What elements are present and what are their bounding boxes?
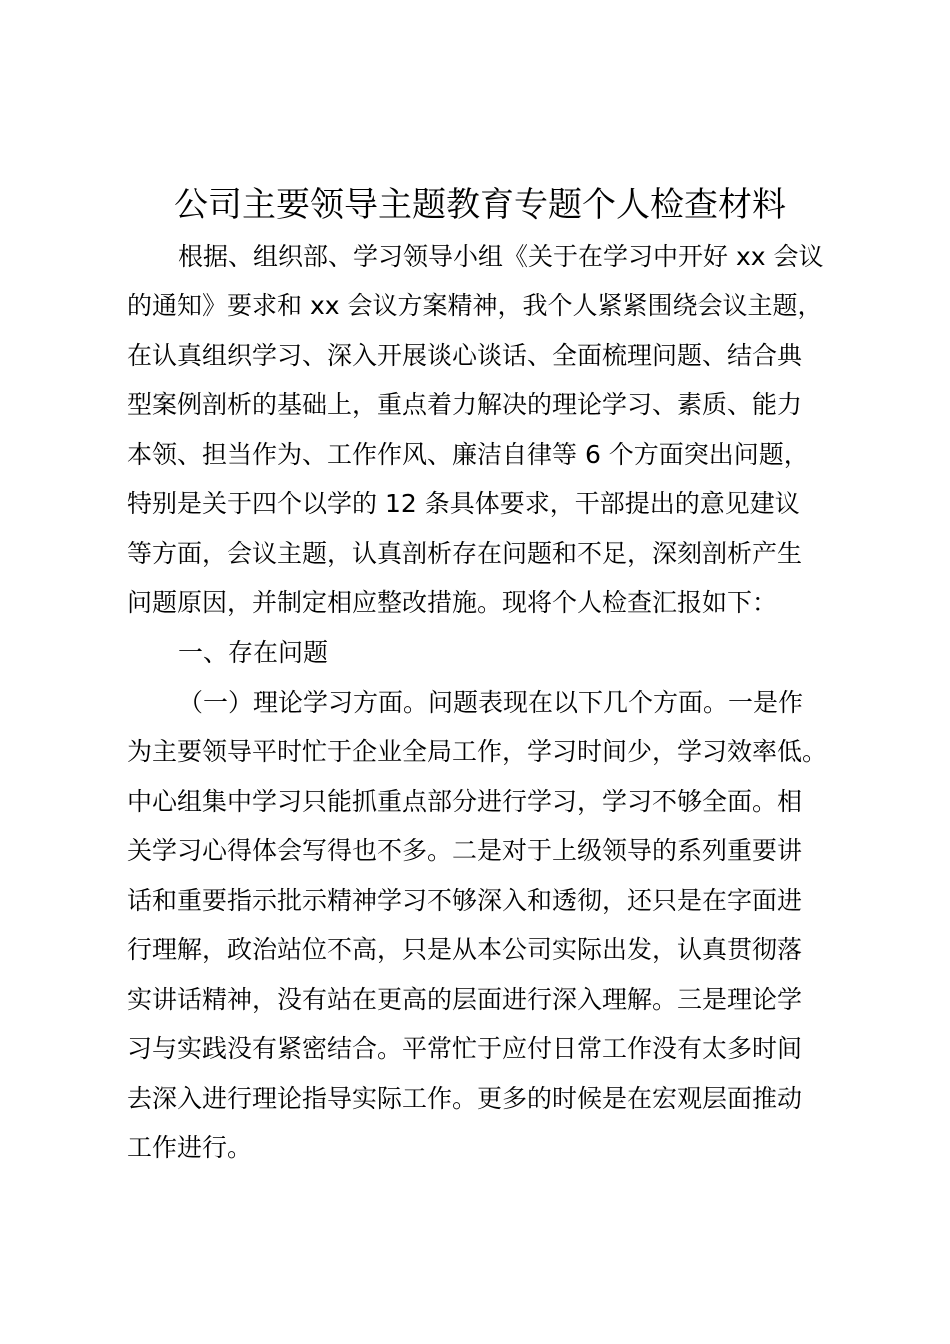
paragraph-line: 话和重要指示批示精神学习不够深入和透彻，还只是在字面进 xyxy=(127,886,803,915)
paragraph-line: 特别是关于四个以学的 12 条具体要求，干部提出的意见建议 xyxy=(127,489,800,518)
paragraph-line: 实讲话精神，没有站在更高的层面进行深入理解。三是理论学 xyxy=(127,985,803,1014)
paragraph-line: 工作进行。 xyxy=(127,1133,253,1162)
section-heading: 一、存在问题 xyxy=(178,638,329,667)
paragraph-line: 的通知》要求和 xx 会议方案精神，我个人紧紧围绕会议主题， xyxy=(127,291,823,320)
paragraph-line: 问题原因，并制定相应整改措施。现将个人检查汇报如下： xyxy=(127,588,778,617)
paragraph-line: 关学习心得体会写得也不多。二是对于上级领导的系列重要讲 xyxy=(127,836,803,865)
paragraph-line: 在认真组织学习、深入开展谈心谈话、全面梳理问题、结合典 xyxy=(127,341,803,370)
paragraph-line: 去深入进行理论指导实际工作。更多的时候是在宏观层面推动 xyxy=(127,1084,803,1113)
paragraph-line: 习与实践没有紧密结合。平常忙于应付日常工作没有太多时间 xyxy=(127,1034,803,1063)
paragraph-line: （一）理论学习方面。问题表现在以下几个方面。一是作 xyxy=(178,688,804,717)
paragraph-line: 本领、担当作为、工作作风、廉洁自律等 6 个方面突出问题， xyxy=(127,440,809,469)
document-title: 公司主要领导主题教育专题个人检查材料 xyxy=(174,185,786,225)
paragraph-line: 中心组集中学习只能抓重点部分进行学习，学习不够全面。相 xyxy=(127,787,803,816)
paragraph-line: 为主要领导平时忙于企业全局工作，学习时间少，学习效率低。 xyxy=(127,737,828,766)
paragraph-line: 等方面，会议主题，认真剖析存在问题和不足，深刻剖析产生 xyxy=(127,539,803,568)
paragraph-line: 型案例剖析的基础上，重点着力解决的理论学习、素质、能力 xyxy=(127,390,803,419)
paragraph-line: 根据、组织部、学习领导小组《关于在学习中开好 xx 会议 xyxy=(178,242,824,271)
paragraph-line: 行理解，政治站位不高，只是从本公司实际出发，认真贯彻落 xyxy=(127,935,803,964)
